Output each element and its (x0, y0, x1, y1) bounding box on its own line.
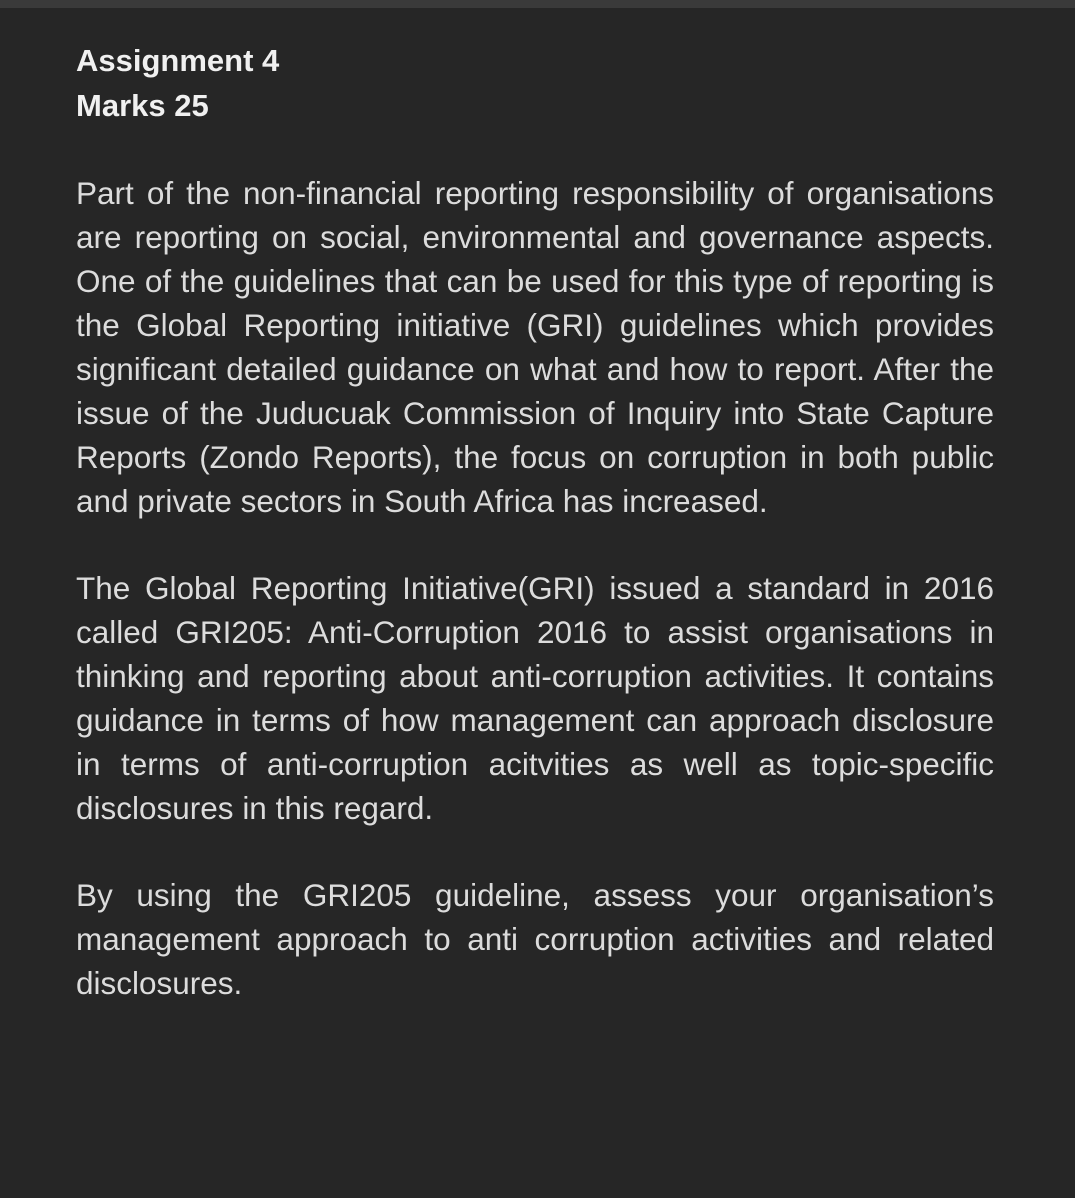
paragraph-gri205: The Global Reporting Initiative(GRI) issued a standard in 2016 called GRI205: Anti-Corruption 2016 to assist organisations in thinking and reporting about anti-corruption activities. It contains guidance in terms of how management can approach disclosure in terms of anti-corruption acitvities as well as topic-specific disclosures in this regard. (76, 570, 994, 826)
paragraph-task: By using the GRI205 guideline, assess your organisation’s management approach to anti corruption activities and related disclosures. (76, 877, 994, 1001)
assignment-document (76, 38, 994, 1005)
assignment-title: Assignment 4 (76, 43, 280, 78)
top-edge-bar (0, 0, 1075, 8)
marks-label: Marks 25 (76, 88, 209, 123)
paragraph-context: Part of the non-financial reporting responsibility of organisations are reporting on social, environmental and governance aspects. One of the guidelines that can be used for this type of reporting is the Global Reporting initiative (GRI) guidelines which provides significant detailed guidance on what and how to report. After the issue of the Juducuak Commission of Inquiry into State Capture Reports (Zondo Reports), the focus on corruption in both public and private sectors in South Africa has increased. (76, 175, 994, 519)
